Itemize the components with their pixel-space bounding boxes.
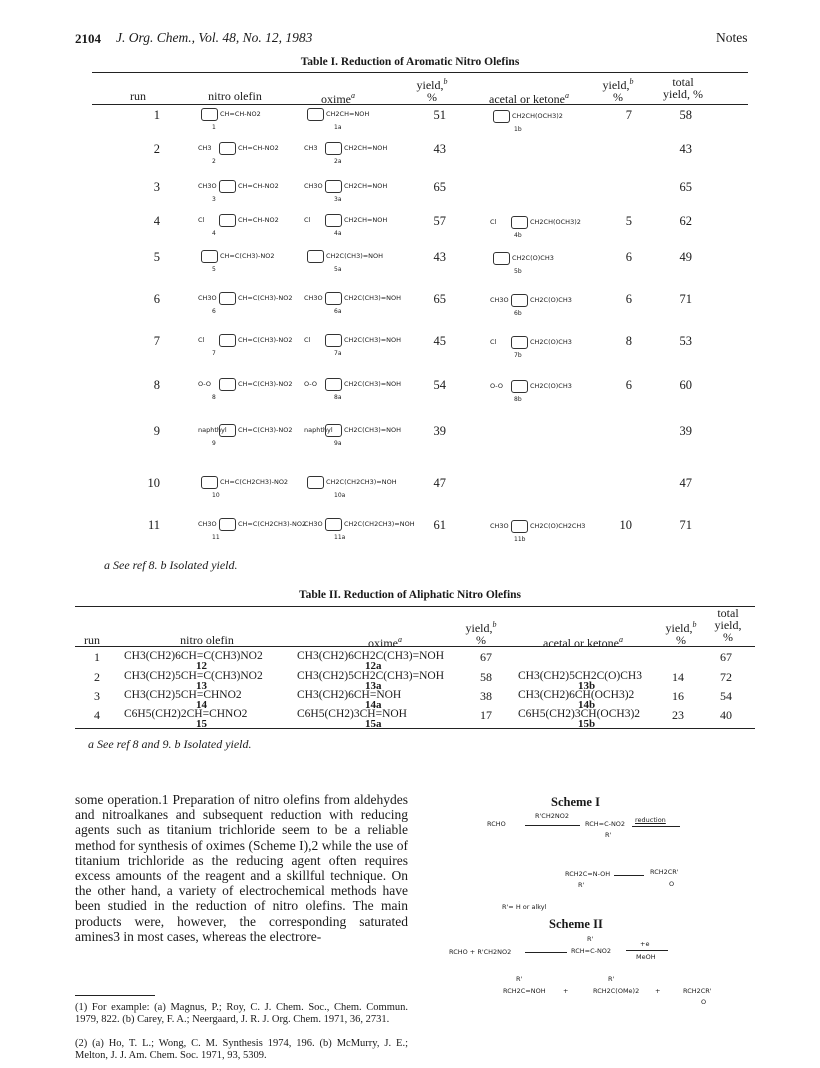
benzene-ring-icon: [219, 334, 236, 347]
nitro-olefin-structure: CH=C(CH3)-NO2: [238, 380, 293, 388]
acetal-structure: CH2CH(OCH3)2: [512, 112, 563, 120]
benzene-ring-icon: [219, 180, 236, 193]
scheme2-p1-rprime: R': [516, 975, 523, 983]
nitro-substituent: Cl: [198, 336, 205, 344]
oxime-number: 9a: [334, 440, 342, 447]
run-number: 4: [94, 708, 100, 722]
nitro-olefin-formula: C6H5(CH2)2CH=CHNO2: [124, 708, 248, 720]
benzene-ring-icon: [307, 250, 324, 263]
nitro-substituent: CH3: [198, 144, 212, 152]
oxime-structure: CH2C(CH3)=NOH: [344, 426, 402, 434]
scheme2-title: Scheme II: [549, 917, 603, 931]
t1-h-run: run: [130, 89, 146, 103]
t2-h-oxime: oxime$^a$: [368, 635, 402, 650]
compound-number: 5: [212, 266, 216, 273]
nitro-olefin-structure: CH=C(CH3)-NO2: [238, 294, 293, 302]
scheme2-product-acetal: RCH2C(OMe)2: [593, 987, 640, 995]
oxime-substituent: O-O: [304, 380, 317, 388]
nitro-olefin-structure: CH=CH-NO2: [220, 110, 261, 118]
scheme1-nitro: RCH=C-NO2: [585, 820, 626, 828]
compound-number: 11: [212, 534, 220, 541]
oxime-yield: 54: [433, 378, 446, 392]
oxime-structure: CH2CH=NOH: [344, 182, 388, 190]
benzene-ring-icon: [325, 424, 342, 437]
oxime-structure: CH2CH=NOH: [344, 216, 388, 224]
scheme1-arrow-3: [614, 875, 644, 876]
acetal-number: 1b: [514, 126, 522, 133]
benzene-ring-icon: [219, 142, 236, 155]
oxime-structure: CH2CH=NOH: [344, 144, 388, 152]
t2-h-acetal: acetal or ketone$^a$: [543, 635, 623, 650]
scheme1-rprime: R': [605, 831, 612, 839]
acetal-yield: 10: [619, 518, 632, 532]
nitro-olefin-structure: CH=CH-NO2: [238, 216, 279, 224]
journal-citation: J. Org. Chem., Vol. 48, No. 12, 1983: [116, 30, 313, 45]
t2-h-run: run: [84, 633, 100, 647]
scheme2-product-oxime: RCH2C=NOH: [503, 987, 546, 995]
oxime-yield: 43: [433, 250, 446, 264]
oxime-yield: 65: [433, 292, 446, 306]
total-yield: 53: [679, 334, 692, 348]
table2-bottom-rule: [75, 728, 755, 729]
scheme2-plus-e: +e: [640, 940, 650, 948]
benzene-ring-icon: [493, 252, 510, 265]
acetal-formula: CH3(CH2)6CH(OCH3)2: [518, 689, 635, 701]
nitro-olefin-structure: CH=CH-NO2: [238, 182, 279, 190]
scheme1-oxime: RCH2C=N-OH: [565, 870, 611, 878]
acetal-yield: 7: [625, 108, 632, 122]
acetal-yield: 5: [625, 214, 632, 228]
nitro-olefin-structure: CH=CH-NO2: [238, 144, 279, 152]
total-yield: 58: [679, 108, 692, 122]
oxime-substituent: CH3O: [304, 520, 323, 528]
t1-h-nitro: nitro olefin: [208, 89, 262, 103]
nitro-substituent: CH3O: [198, 294, 217, 302]
scheme1-ketone: RCH2CR': [650, 868, 679, 876]
acetal-yield: 23: [672, 708, 684, 722]
nitro-olefin-formula: CH3(CH2)5CH=C(CH3)NO2: [124, 670, 263, 682]
scheme1-arrow-1: [525, 825, 580, 826]
oxime-number: 10a: [334, 492, 346, 499]
benzene-ring-icon: [493, 110, 510, 123]
scheme1-arrow-2: [632, 826, 680, 827]
acetal-yield: 6: [625, 292, 632, 306]
acetal-substituent: CH3O: [490, 296, 509, 304]
benzene-ring-icon: [325, 180, 342, 193]
oxime-formula: CH3(CH2)6CH2C(CH3)=NOH: [297, 650, 445, 662]
oxime-yield: 47: [433, 476, 446, 490]
benzene-ring-icon: [511, 216, 528, 229]
scheme1-rcho: RCHO: [487, 820, 506, 828]
oxime-yield: 57: [433, 214, 446, 228]
total-yield: 71: [679, 518, 692, 532]
acetal-structure: CH2CH(OCH3)2: [530, 218, 581, 226]
run-number: 1: [94, 650, 100, 664]
acetal-yield: 8: [625, 334, 632, 348]
t1-h-oxime: oxime$^a$: [321, 91, 355, 106]
oxime-structure: CH2C(CH2CH3)=NOH: [326, 478, 397, 486]
acetal-number: 8b: [514, 396, 522, 403]
acetal-number: 13b: [578, 680, 596, 692]
oxime-formula: CH3(CH2)5CH2C(CH3)=NOH: [297, 670, 445, 682]
scheme1-oxime-rprime: R': [578, 881, 585, 889]
oxime-structure: CH2C(CH3)=NOH: [344, 294, 402, 302]
oxime-number: 15a: [365, 718, 382, 730]
acetal-structure: CH2C(O)CH3: [530, 296, 572, 304]
scheme2-plus-1: +: [563, 987, 569, 995]
benzene-ring-icon: [325, 214, 342, 227]
t1-h-yield2: yield,$^b$ %: [602, 77, 634, 104]
oxime-number: 14a: [365, 699, 382, 711]
compound-number: 14: [196, 699, 207, 711]
run-number: 9: [153, 424, 160, 438]
nitro-substituent: Cl: [198, 216, 205, 224]
table2-caption: Table II. Reduction of Aliphatic Nitro Olefins: [298, 589, 522, 601]
benzene-ring-icon: [201, 476, 218, 489]
oxime-structure: CH2C(CH3)=NOH: [326, 252, 384, 260]
benzene-ring-icon: [307, 476, 324, 489]
compound-number: 7: [212, 350, 216, 357]
run-number: 10: [147, 476, 160, 490]
acetal-number: 11b: [514, 536, 526, 543]
acetal-substituent: CH3O: [490, 522, 509, 530]
benzene-ring-icon: [219, 424, 236, 437]
run-number: 8: [153, 378, 160, 392]
total-yield: 60: [679, 378, 692, 392]
acetal-number: 6b: [514, 310, 522, 317]
oxime-number: 11a: [334, 534, 346, 541]
oxime-yield: 51: [433, 108, 446, 122]
oxime-structure: CH2C(CH2CH3)=NOH: [344, 520, 415, 528]
acetal-yield: 6: [625, 250, 632, 264]
run-number: 11: [147, 518, 160, 532]
acetal-structure: CH2C(O)CH3: [530, 338, 572, 346]
oxime-number: 13a: [365, 680, 382, 692]
nitro-substituent: naphthyl: [198, 426, 227, 434]
acetal-number: 4b: [514, 232, 522, 239]
oxime-number: 12a: [365, 660, 382, 672]
oxime-yield: 38: [480, 689, 492, 703]
compound-number: 3: [212, 196, 216, 203]
oxime-number: 7a: [334, 350, 342, 357]
table2-top-rule: [75, 606, 755, 607]
acetal-structure: CH2C(O)CH2CH3: [530, 522, 586, 530]
oxime-yield: 65: [433, 180, 446, 194]
oxime-substituent: Cl: [304, 336, 311, 344]
footnote-2: (2) (a) Ho, T. L.; Wong, C. M. Synthesis 1974, 196. (b) McMurry, J. E.; Melton, J. J. Am. Chem. Soc. 1971, 93, 5309.: [75, 1038, 408, 1062]
acetal-substituent: Cl: [490, 218, 497, 226]
page-number: 2104: [75, 31, 101, 46]
oxime-substituent: Cl: [304, 216, 311, 224]
nitro-olefin-structure: CH=C(CH3)-NO2: [238, 336, 293, 344]
section-label: Notes: [716, 30, 748, 45]
oxime-yield: 17: [480, 708, 492, 722]
scheme2-p2-rprime: R': [608, 975, 615, 983]
acetal-formula: C6H5(CH2)3CH(OCH3)2: [518, 708, 641, 720]
compound-number: 15: [196, 718, 207, 730]
nitro-olefin-structure: CH=C(CH3)-NO2: [238, 426, 293, 434]
run-number: 7: [153, 334, 160, 348]
benzene-ring-icon: [325, 378, 342, 391]
total-yield: 62: [679, 214, 692, 228]
oxime-formula: CH3(CH2)6CH=NOH: [297, 689, 402, 701]
benzene-ring-icon: [511, 336, 528, 349]
acetal-structure: CH2C(O)CH3: [530, 382, 572, 390]
t2-h-yield2: yield,$^b$ %: [665, 620, 697, 647]
scheme2-arrow-1: [525, 952, 567, 953]
benzene-ring-icon: [325, 334, 342, 347]
compound-number: 2: [212, 158, 216, 165]
total-yield: 49: [679, 250, 692, 264]
acetal-number: 14b: [578, 699, 596, 711]
table1-footnote: a See ref 8. b Isolated yield.: [104, 558, 238, 572]
oxime-structure: CH2C(CH3)=NOH: [344, 380, 402, 388]
table1-header-rule: [92, 104, 748, 105]
scheme2-product-ketone: RCH2CR': [683, 987, 712, 995]
compound-number: 13: [196, 680, 207, 692]
benzene-ring-icon: [219, 378, 236, 391]
oxime-yield: 61: [433, 518, 446, 532]
benzene-ring-icon: [219, 518, 236, 531]
oxime-number: 3a: [334, 196, 342, 203]
run-number: 3: [94, 689, 100, 703]
body-paragraph: some operation.1 Preparation of nitro olefins from aldehydes and nitroalkanes and subsequent reduction with reducing agents such as titanium trichloride seem to be a reliable method for synthesis of oximes (Scheme I),2 while the use of titanium trichloride as the reducing agent often requires excess amounts of the reagent and a skillful technique. On the other hand, a variety of electrochemical methods have been studied in the reduction of nitro olefins. The main products were, however, the corresponding saturated amines3 in most cases, whereas the electrore-: [75, 792, 408, 944]
nitro-olefin-structure: CH=C(CH2CH3)-NO2: [220, 478, 289, 486]
benzene-ring-icon: [325, 518, 342, 531]
run-number: 3: [153, 180, 160, 194]
total-yield: 39: [679, 424, 692, 438]
compound-number: 10: [212, 492, 220, 499]
run-number: 2: [94, 670, 100, 684]
scheme2-nitro-rprime: R': [587, 935, 594, 943]
nitro-olefin-structure: CH=C(CH3)-NO2: [220, 252, 275, 260]
oxime-yield: 67: [480, 650, 492, 664]
total-yield: 67: [720, 650, 732, 664]
nitro-olefin-formula: CH3(CH2)6CH=C(CH3)NO2: [124, 650, 263, 662]
compound-number: 1: [212, 124, 216, 131]
run-number: 2: [153, 142, 160, 156]
acetal-substituent: Cl: [490, 338, 497, 346]
scheme2-reactants: RCHO + R'CH2NO2: [449, 948, 512, 956]
benzene-ring-icon: [219, 214, 236, 227]
acetal-yield: 16: [672, 689, 684, 703]
scheme1-ketone-o: O: [669, 880, 675, 888]
oxime-structure: CH2CH=NOH: [326, 110, 370, 118]
table1-caption: Table I. Reduction of Aromatic Nitro Olefins: [300, 56, 520, 68]
run-number: 1: [153, 108, 160, 122]
nitro-olefin-formula: CH3(CH2)5CH=CHNO2: [124, 689, 242, 701]
t2-h-nitro: nitro olefin: [180, 633, 234, 647]
oxime-substituent: naphthyl: [304, 426, 333, 434]
oxime-number: 4a: [334, 230, 342, 237]
oxime-substituent: CH3O: [304, 182, 323, 190]
acetal-number: 15b: [578, 718, 596, 730]
scheme1-note: R'= H or alkyl: [502, 903, 547, 911]
benzene-ring-icon: [201, 108, 218, 121]
oxime-substituent: CH3: [304, 144, 318, 152]
run-number: 6: [153, 292, 160, 306]
scheme1-title: Scheme I: [551, 795, 600, 809]
scheme1-reduction: reduction: [635, 816, 666, 824]
oxime-yield: 58: [480, 670, 492, 684]
acetal-structure: CH2C(O)CH3: [512, 254, 554, 262]
acetal-number: 7b: [514, 352, 522, 359]
oxime-yield: 43: [433, 142, 446, 156]
compound-number: 9: [212, 440, 216, 447]
oxime-formula: C6H5(CH2)3CH=NOH: [297, 708, 407, 720]
benzene-ring-icon: [511, 294, 528, 307]
footnote-rule: [75, 995, 155, 996]
oxime-yield: 45: [433, 334, 446, 348]
compound-number: 4: [212, 230, 216, 237]
total-yield: 71: [679, 292, 692, 306]
total-yield: 43: [679, 142, 692, 156]
scheme2-plus-2: +: [655, 987, 661, 995]
scheme2-nitro: RCH=C-NO2: [571, 947, 612, 955]
run-number: 4: [153, 214, 160, 228]
oxime-number: 5a: [334, 266, 342, 273]
acetal-yield: 14: [672, 670, 684, 684]
t1-h-yield1: yield,$^b$ %: [416, 77, 448, 104]
oxime-number: 8a: [334, 394, 342, 401]
t1-h-acetal: acetal or ketone$^a$: [489, 91, 569, 106]
total-yield: 40: [720, 708, 732, 722]
benzene-ring-icon: [325, 142, 342, 155]
compound-number: 6: [212, 308, 216, 315]
run-number: 5: [153, 250, 160, 264]
compound-number: 12: [196, 660, 207, 672]
oxime-structure: CH2C(CH3)=NOH: [344, 336, 402, 344]
acetal-number: 5b: [514, 268, 522, 275]
table1-top-rule: [92, 72, 748, 73]
footnote-1: (1) For example: (a) Magnus, P.; Roy, C. J. Chem. Soc., Chem. Commun. 1979, 822. (b) Carey, F. A.; Neergaard, J. R. J. Org. Chem. 1971, 36, 2731.: [75, 1002, 408, 1026]
nitro-substituent: O-O: [198, 380, 211, 388]
acetal-substituent: O-O: [490, 382, 503, 390]
oxime-number: 1a: [334, 124, 342, 131]
total-yield: 54: [720, 689, 732, 703]
scheme2-ketone-o: O: [701, 998, 707, 1006]
scheme1-reagent: R'CH2NO2: [535, 812, 569, 820]
benzene-ring-icon: [219, 292, 236, 305]
nitro-substituent: CH3O: [198, 182, 217, 190]
oxime-number: 6a: [334, 308, 342, 315]
oxime-yield: 39: [433, 424, 446, 438]
benzene-ring-icon: [511, 520, 528, 533]
total-yield: 47: [679, 476, 692, 490]
nitro-olefin-structure: CH=C(CH2CH3)-NO2: [238, 520, 307, 528]
total-yield: 65: [679, 180, 692, 194]
acetal-formula: CH3(CH2)5CH2C(O)CH3: [518, 670, 642, 682]
scheme2-arrow-2: [626, 950, 668, 951]
benzene-ring-icon: [307, 108, 324, 121]
oxime-substituent: CH3O: [304, 294, 323, 302]
nitro-substituent: CH3O: [198, 520, 217, 528]
total-yield: 72: [720, 670, 732, 684]
scheme2-meoh: MeOH: [636, 953, 656, 961]
benzene-ring-icon: [511, 380, 528, 393]
benzene-ring-icon: [201, 250, 218, 263]
oxime-number: 2a: [334, 158, 342, 165]
table2-footnote: a See ref 8 and 9. b Isolated yield.: [88, 737, 252, 751]
t2-h-total: total yield, %: [714, 606, 742, 644]
compound-number: 8: [212, 394, 216, 401]
t2-h-yield1: yield,$^b$ %: [465, 620, 497, 647]
acetal-yield: 6: [625, 378, 632, 392]
t1-h-total: total yield, %: [663, 75, 703, 101]
benzene-ring-icon: [325, 292, 342, 305]
table2-header-rule: [75, 646, 755, 647]
